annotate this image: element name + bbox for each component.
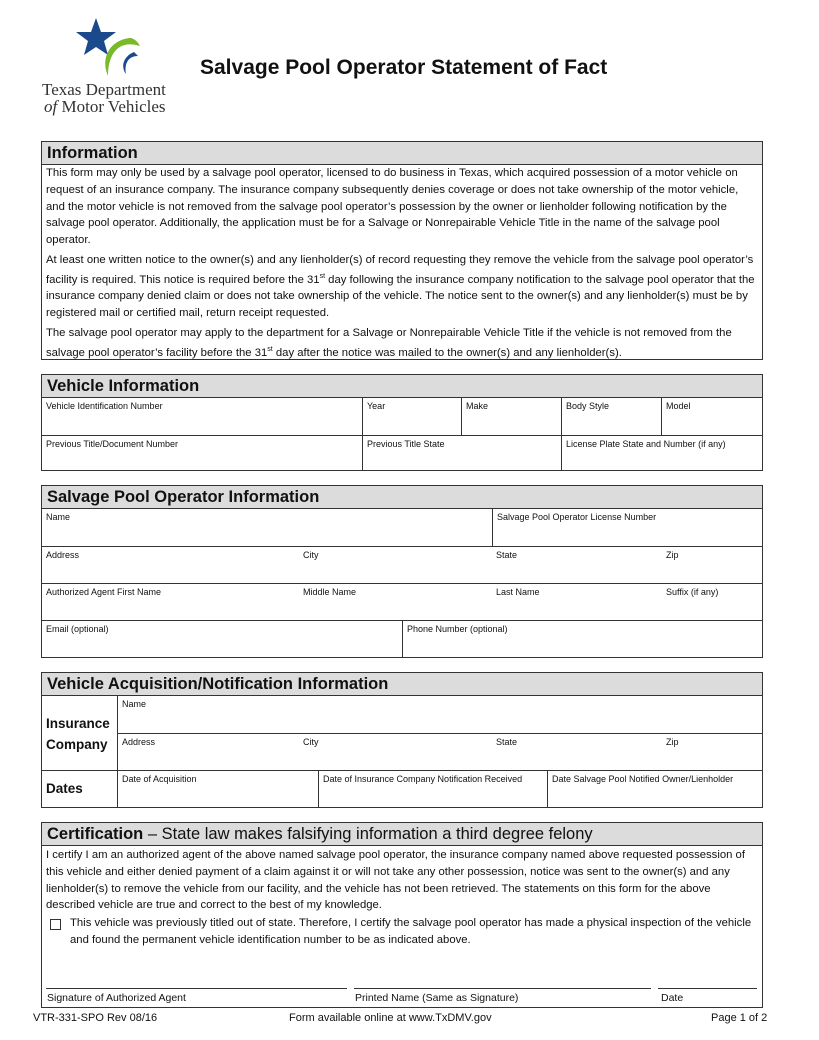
insurance-name-field[interactable]: Name [122,699,147,709]
phone-field[interactable]: Phone Number (optional) [402,621,762,657]
date-line[interactable] [658,988,757,989]
insurance-city-field[interactable]: City [303,737,319,747]
out-of-state-checkbox[interactable] [50,919,61,930]
info-paragraph-1: This form may only be used by a salvage pool operator, licensed to do business in Texas, which acquired possession of a motor vehicle on request of an insurance company. The insurance company subsequently denies coverage or does not take ownership of the motor vehicle, and the motor vehicle is not removed from the salvage pool operator’s possession by the owner or lienholder following notification by the salvage pool operator. Additionally, the application must be for a Salvage or Nonrepairable Vehicle Title in the name of the salvage pool operator. [46,167,739,247]
vehicle-section [41,374,763,471]
body-style-field[interactable]: Body Style [561,398,661,435]
logo-line1: Texas Department [42,80,166,99]
operator-name-field[interactable]: Name [46,512,71,522]
last-name-field[interactable]: Last Name [496,587,540,597]
form-title: Salvage Pool Operator Statement of Fact [200,56,608,79]
suffix-field[interactable]: Suffix (if any) [666,587,719,597]
operator-zip-field[interactable]: Zip [666,550,679,560]
insurance-company-label: Insurance Company [42,696,118,770]
information-section [41,141,763,360]
insurance-state-field[interactable]: State [496,737,518,747]
operator-city-field[interactable]: City [303,550,319,560]
date-label: Date [661,992,684,1004]
signature-label: Signature of Authorized Agent [47,992,186,1004]
info-paragraph-3: The salvage pool operator may apply to the department for a Salvage or Nonrepairable Vehicle Title if the vehicle is not removed from the salvage pool operator’s facility before the 31st day after the notice was mailed to the owner(s) and any lienholder(s). [46,326,732,359]
printed-name-label: Printed Name (Same as Signature) [355,992,519,1004]
certification-text: I certify I am an authorized agent of the above named salvage pool operator, the insurance company named above requested possession of this vehicle and either denied payment of a claim against it or will not take any other possession, notice was sent to the owner(s) and any lienholder(s) to remove the vehicle from our facility, and the vehicle has not been retrieved. The statements on this form for the above described vehicle are true and correct to the best of my knowledge. [46,849,745,912]
out-of-state-checkbox-label: This vehicle was previously titled out of state. Therefore, I certify the salvage pool operator has made a physical inspection of the vehicle and found the permanent vehicle identification number to be as indicated above. [70,917,752,946]
vehicle-heading: Vehicle Information [42,375,762,398]
form-id: VTR-331-SPO Rev 08/16 [33,1012,158,1024]
txdmv-logo [40,18,180,118]
prev-state-field[interactable]: Previous Title State [362,436,561,471]
date-insurance-notification-field[interactable]: Date of Insurance Company Notification Received [318,771,547,807]
dates-label: Dates [42,770,118,807]
certification-heading: Certification – State law makes falsifying information a third degree felony [42,823,762,846]
certification-section [41,822,763,1008]
date-owner-notified-field[interactable]: Date Salvage Pool Notified Owner/Lienholder [547,771,762,807]
online-notice: Form available online at www.TxDMV.gov [289,1012,492,1024]
information-heading: Information [42,142,762,165]
prev-title-field[interactable]: Previous Title/Document Number [46,439,179,449]
model-field[interactable]: Model [661,398,762,435]
insurance-address-field[interactable]: Address [122,737,156,747]
acquisition-heading: Vehicle Acquisition/Notification Information [42,673,762,696]
page-number: Page 1 of 2 [711,1012,768,1024]
out-of-state-checkbox-row [42,914,762,949]
operator-heading: Salvage Pool Operator Information [42,486,762,509]
email-field[interactable]: Email (optional) [46,624,109,634]
operator-address-field[interactable]: Address [46,550,80,560]
star-swoosh-icon [74,18,144,80]
operator-section [41,485,763,658]
logo-line2: of Motor Vehicles [44,97,166,116]
make-field[interactable]: Make [461,398,561,435]
middle-name-field[interactable]: Middle Name [303,587,357,597]
insurance-zip-field[interactable]: Zip [666,737,679,747]
license-field[interactable]: Salvage Pool Operator License Number [492,509,762,546]
date-acquisition-field[interactable]: Date of Acquisition [122,774,197,784]
operator-state-field[interactable]: State [496,550,518,560]
vin-field[interactable]: Vehicle Identification Number [46,401,163,411]
year-field[interactable]: Year [362,398,461,435]
plate-field[interactable]: License Plate State and Number (if any) [561,436,762,471]
printed-name-line[interactable] [354,988,651,989]
info-paragraph-2: At least one written notice to the owner(s) and any lienholder(s) of record requesting they remove the vehicle from the salvage pool operator’s facility is required. This notice is required before the 31st day following the insurance company notification to the salvage pool operator that the insurance company denied claim or does not take ownership of the vehicle. The notice sent to the owner(s) and any lienholder(s) must be by registered mail or certified mail, return receipt requested. [46,253,755,320]
signature-line[interactable] [46,988,347,989]
first-name-field[interactable]: Authorized Agent First Name [46,587,162,597]
acquisition-section [41,672,763,808]
